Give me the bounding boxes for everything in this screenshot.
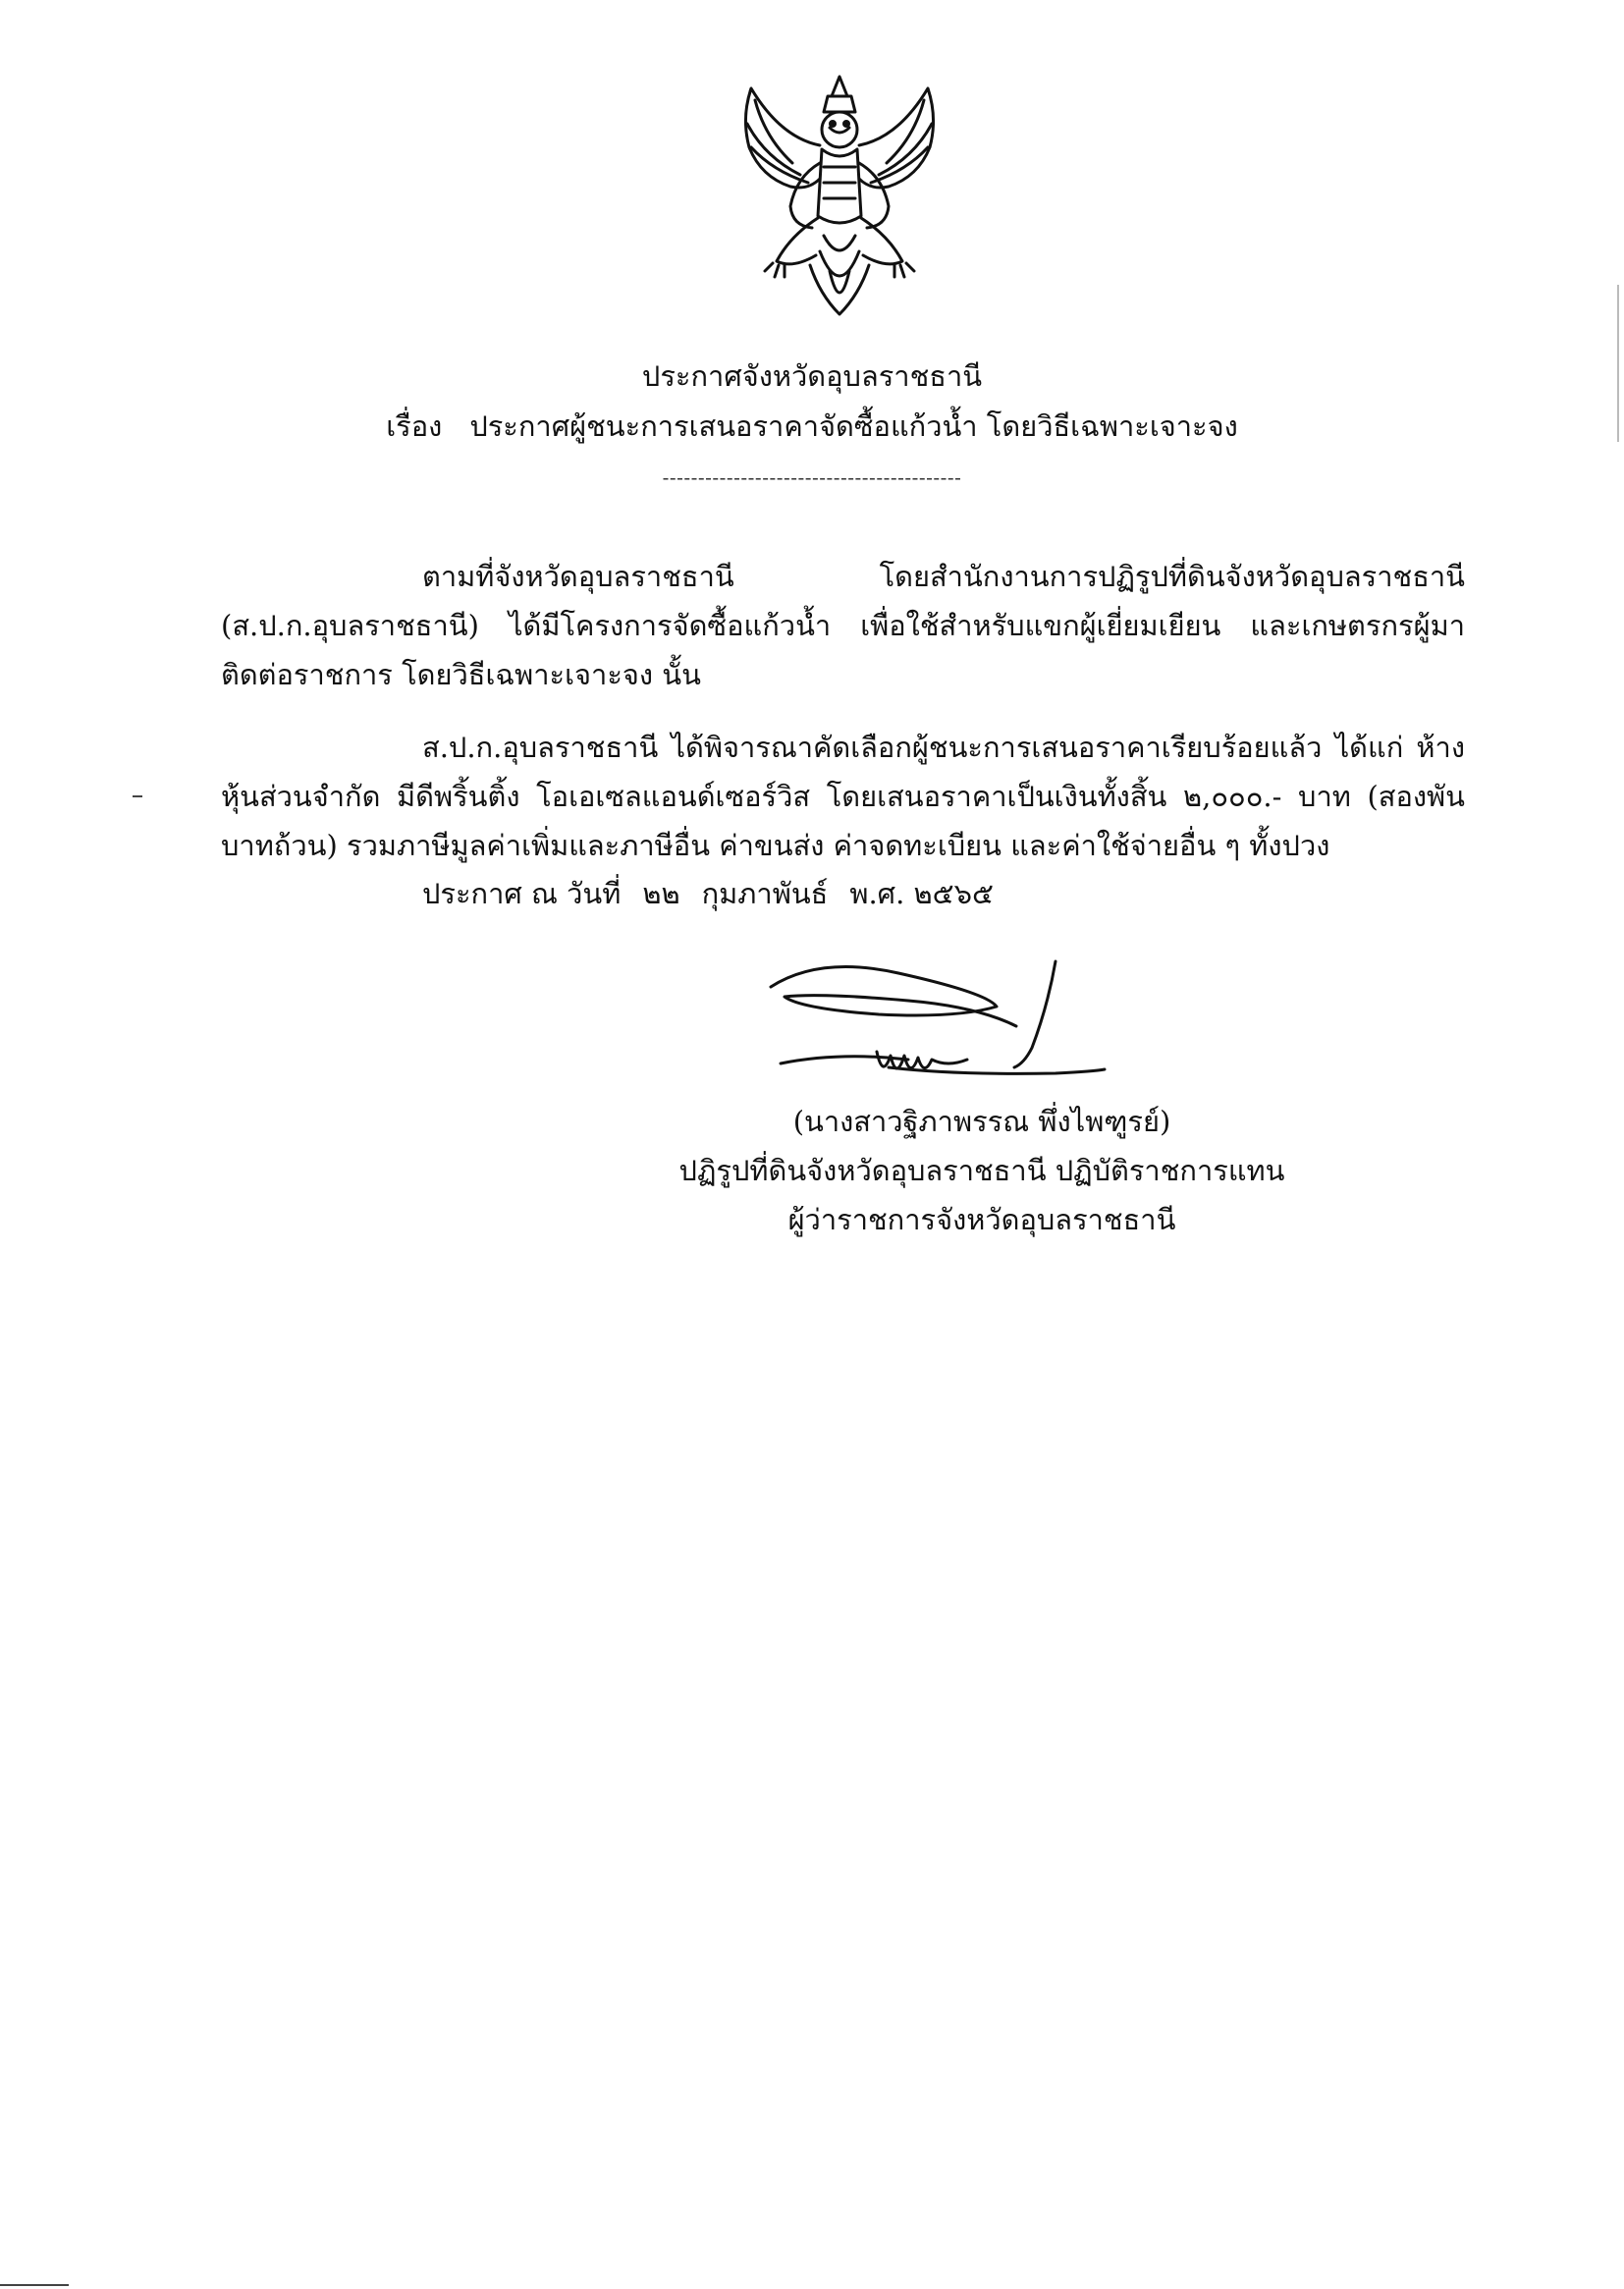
subject-label: เรื่อง [386, 409, 443, 443]
scan-mark [133, 795, 142, 797]
signatory-name: (นางสาวฐิภาพรรณ พึ่งไพฑูรย์) [792, 1105, 1171, 1138]
signatory-block [668, 1097, 1296, 1244]
handwritten-signature [761, 957, 1114, 1095]
paragraph-background: ตามที่จังหวัดอุบลราชธานี โดยสำนักงานการปฏิรูปที่ดินจังหวัดอุบลราชธานี (ส.ป.ก.อุบลราชธานี) ได้มีโครงการจัดซื้อแก้วน้ำ เพื่อใช้สำหรับแขกผู้เยี่ยมเยียน และเกษตรกรผู้มาติดต่อราชการ โดยวิธีเฉพาะเจาะจง นั้น [221, 560, 1465, 691]
scan-mark [1617, 285, 1619, 442]
signatory-authority: ผู้ว่าราชการจังหวัดอุบลราชธานี [787, 1203, 1176, 1236]
signatory-position: ปฏิรูปที่ดินจังหวัดอุบลราชธานี ปฏิบัติราชการแทน [678, 1154, 1285, 1187]
date-day: ๒๒ [642, 877, 680, 910]
garuda-emblem-icon [722, 69, 957, 334]
paragraph-winner: ส.ป.ก.อุบลราชธานี ได้พิจารณาคัดเลือกผู้ชนะการเสนอราคาเรียบร้อยแล้ว ได้แก่ ห้างหุ้นส่วนจำกัด มีดีพริ้นติ้ง โอเอเซลแอนด์เซอร์วิส โดยเสนอราคาเป็นเงินทั้งสิ้น ๒,๐๐๐.- บาท (สองพันบาทถ้วน) รวมภาษีมูลค่าเพิ่มและภาษีอื่น ค่าขนส่ง ค่าจดทะเบียน และค่าใช้จ่ายอื่น ๆ ทั้งปวง [221, 731, 1465, 862]
date-prefix: ประกาศ ณ วันที่ [422, 877, 622, 910]
announcement-title: ประกาศจังหวัดอุบลราชธานี [641, 359, 983, 393]
subject-text: ประกาศผู้ชนะการเสนอราคาจัดซื้อแก้วน้ำ โดยวิธีเฉพาะเจาะจง [469, 409, 1238, 443]
scan-mark [0, 2284, 69, 2286]
announcement-date [422, 869, 1015, 918]
divider: ------------------------------------------ [662, 465, 962, 489]
date-month: กุมภาพันธ์ [701, 877, 829, 910]
date-year: พ.ศ. ๒๕๖๕ [849, 877, 994, 910]
subject-line [0, 407, 1624, 446]
